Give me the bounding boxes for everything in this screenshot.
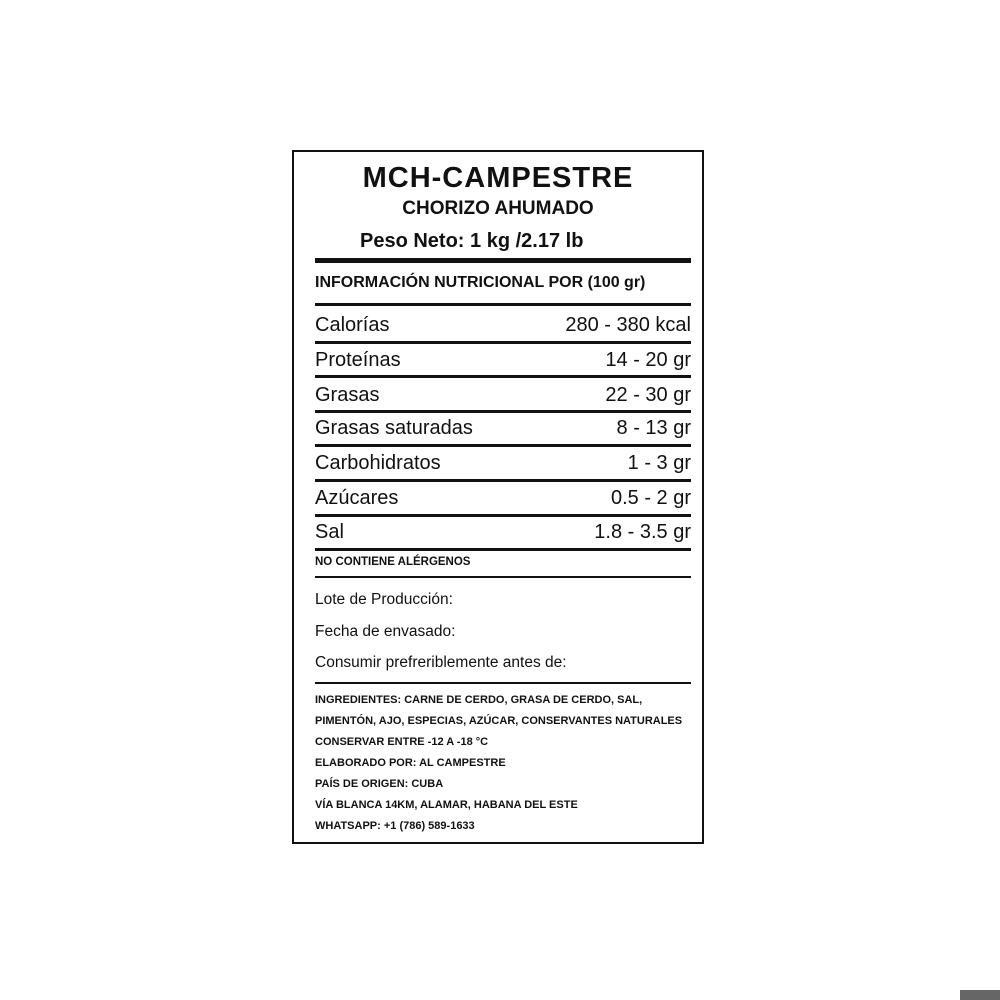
- nutrient-name: Azúcares: [315, 487, 399, 509]
- brand-name: MCH-CAMPESTRE: [362, 162, 634, 194]
- info-line: VÍA BLANCA 14KM, ALAMAR, HABANA DEL ESTE: [315, 799, 578, 811]
- nutrient-name: Grasas: [315, 384, 380, 406]
- allergen-notice: NO CONTIENE ALÉRGENOS: [315, 556, 471, 568]
- best-before-field: Consumir prefreriblemente antes de:: [315, 654, 567, 671]
- product-label: [292, 150, 704, 844]
- lot-field: Lote de Producción:: [315, 591, 453, 608]
- nutrient-value: 1.8 - 3.5 gr: [594, 521, 691, 543]
- info-line: PAÍS DE ORIGEN: CUBA: [315, 778, 444, 790]
- nutrient-name: Sal: [315, 521, 344, 543]
- nutrient-value: 1 - 3 gr: [627, 452, 691, 474]
- nutrient-value: 280 - 380 kcal: [565, 314, 691, 336]
- nutrient-name: Carbohidratos: [315, 452, 441, 474]
- nutrient-value: 14 - 20 gr: [605, 349, 691, 371]
- nutrition-header: INFORMACIÓN NUTRICIONAL POR (100 gr): [315, 274, 646, 291]
- corner-bar: [960, 990, 1000, 1000]
- divider: [315, 548, 691, 551]
- divider: [315, 375, 691, 378]
- nutrient-value: 8 - 13 gr: [616, 417, 691, 439]
- product-name: CHORIZO AHUMADO: [402, 198, 594, 219]
- nutrient-value: 22 - 30 gr: [605, 384, 691, 406]
- packaged-date-field: Fecha de envasado:: [315, 623, 456, 640]
- net-weight: Peso Neto: 1 kg /2.17 lb: [360, 230, 584, 252]
- info-line: ELABORADO POR: AL CAMPESTRE: [315, 757, 506, 769]
- nutrient-name: Proteínas: [315, 349, 401, 371]
- nutrient-value: 0.5 - 2 gr: [610, 487, 691, 509]
- nutrient-name: Grasas saturadas: [315, 417, 473, 439]
- divider: [315, 341, 691, 344]
- divider: [315, 576, 691, 578]
- info-line: INGREDIENTES: CARNE DE CERDO, GRASA DE CERDO, SAL,: [315, 694, 643, 706]
- divider: [315, 444, 691, 447]
- divider: [315, 479, 691, 482]
- info-line: CONSERVAR ENTRE -12 A -18 °C: [315, 736, 489, 748]
- info-line: PIMENTÓN, AJO, ESPECIAS, AZÚCAR, CONSERVANTES NATURALES: [315, 715, 683, 727]
- divider: [315, 514, 691, 517]
- divider: [315, 410, 691, 413]
- thick-divider: [315, 258, 691, 263]
- info-line: WHATSAPP: +1 (786) 589-1633: [315, 820, 475, 832]
- nutrient-name: Calorías: [315, 314, 390, 336]
- divider: [315, 682, 691, 684]
- divider: [315, 303, 691, 306]
